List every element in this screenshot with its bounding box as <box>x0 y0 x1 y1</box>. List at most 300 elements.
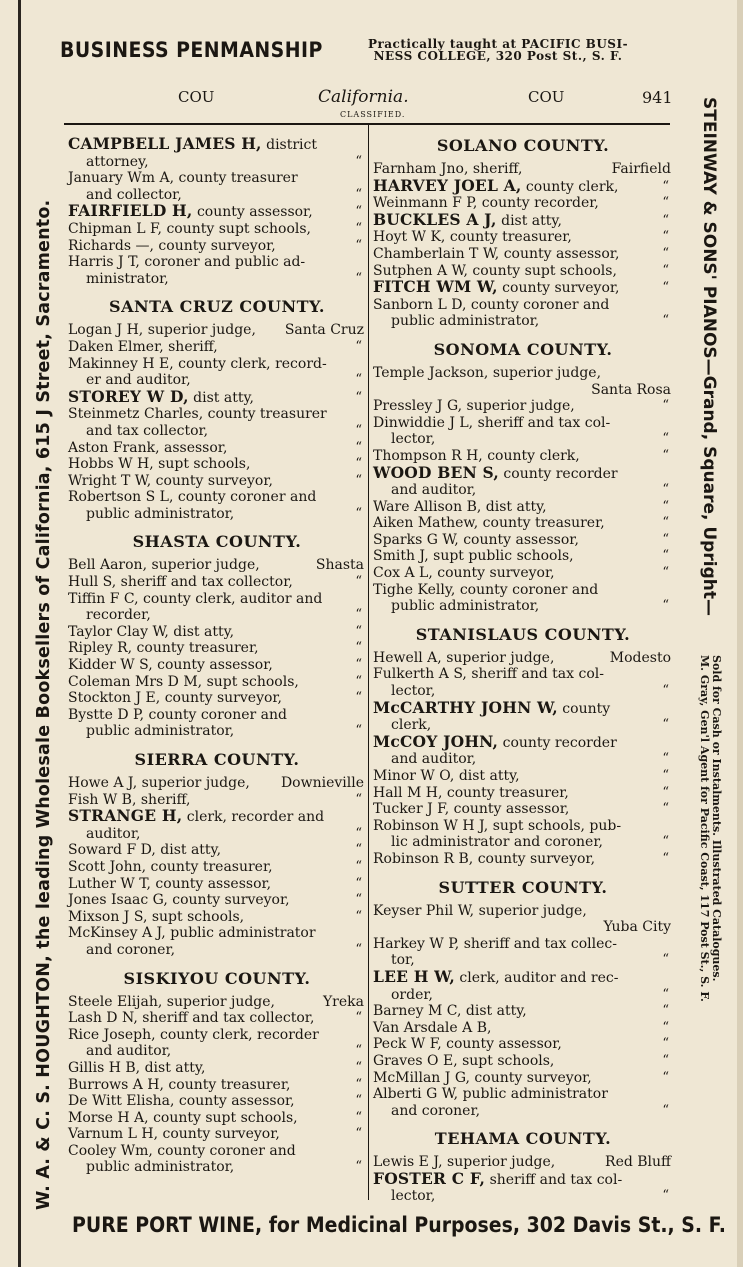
entry-continuation: and auditor, <box>391 482 477 499</box>
entry-office: coroner and public ad- <box>144 254 306 271</box>
entry-name: Sparks G W, <box>373 531 459 548</box>
ditto-mark: “ <box>662 1069 669 1085</box>
entry-name: STOREY W D, <box>68 386 189 406</box>
entry-office: county clerk, record- <box>178 355 327 372</box>
entry-office: county clerk, auditor and <box>143 590 323 607</box>
directory-entry <box>373 1036 673 1053</box>
directory-entry <box>68 386 366 407</box>
entry-continuation: and coroner, <box>86 941 176 958</box>
right-margin-ad-text: Sold for Cash or Instalments. Illustrated Catalogues. M. Gray, Gen'l Agent for Pacific Coast, 117 Post St., S. F. <box>698 655 723 1002</box>
county-heading: SONOMA COUNTY. <box>433 339 613 359</box>
entry-name: Steele Elijah, <box>68 993 163 1010</box>
entry-office: county treasurer <box>207 406 327 423</box>
entry-office: county surveyor, <box>172 892 290 909</box>
entry-name: Robinson W H J, <box>373 817 489 834</box>
entry-office: county assessor, <box>463 531 579 548</box>
directory-entry <box>373 801 673 818</box>
ditto-mark: “ <box>662 548 669 564</box>
ditto-mark: “ <box>355 270 362 286</box>
directory-entry <box>373 398 673 415</box>
entry-continuation: er and auditor, <box>86 372 191 389</box>
county-section-sierra <box>68 750 366 959</box>
running-head <box>60 88 673 108</box>
entry-name: Tucker J F, <box>373 801 450 818</box>
entry-office: superior judge, <box>147 322 256 339</box>
entry-continuation: public administrator, <box>86 505 235 522</box>
entry-name: Hobbs W H, <box>68 456 154 473</box>
entry-name: Luther W T, <box>68 875 151 892</box>
directory-entry <box>373 515 673 532</box>
entry-continuation: lector, <box>391 1188 436 1205</box>
entry-name: Sanborn L D, <box>373 296 467 313</box>
ditto-mark: “ <box>662 834 669 850</box>
directory-entry <box>68 1126 366 1143</box>
entry-name: Graves O E, <box>373 1052 458 1069</box>
entry-office: county recorder, <box>481 195 599 212</box>
entry-office: supt schools, <box>151 908 245 925</box>
entry-office: supt schools, <box>206 673 299 690</box>
page-number: 941 <box>642 88 673 107</box>
entry-office: county surveyor, <box>477 850 596 867</box>
ditto-mark: “ <box>355 875 362 891</box>
ditto-mark: “ <box>355 1159 362 1175</box>
entry-office: county coroner and <box>459 581 599 598</box>
entry-office: sheriff and tax collec- <box>463 935 617 952</box>
entry-office: county treasurer, <box>446 784 569 801</box>
entry-office: county treasurer, <box>449 229 572 246</box>
ditto-mark: “ <box>355 791 362 807</box>
directory-entry <box>68 203 366 221</box>
directory-entry <box>68 842 366 859</box>
entry-name: Peck W F, <box>373 1036 442 1053</box>
ditto-mark: “ <box>355 1126 362 1142</box>
directory-entry <box>68 322 366 339</box>
directory-entry <box>68 1027 366 1060</box>
header-rule <box>64 123 670 125</box>
entry-office: county treasurer, <box>168 1076 291 1093</box>
column-divider <box>368 125 369 1200</box>
entry-office: superior judge, <box>492 364 602 381</box>
county-heading: SANTA CRUZ COUNTY. <box>109 297 325 317</box>
entry-office: dist atty, <box>144 1059 206 1076</box>
entry-continuation: recorder, <box>86 607 151 624</box>
entry-office: county treasurer, <box>136 640 259 657</box>
directory-entry <box>68 859 366 876</box>
directory-entry <box>68 238 366 255</box>
entry-office: county treasurer <box>178 170 298 187</box>
county-section-sonoma <box>373 340 673 615</box>
ditto-mark: “ <box>355 623 362 639</box>
entry-continuation: public administrator, <box>86 723 235 740</box>
ditto-mark: “ <box>662 598 669 614</box>
entry-office: county assessor, <box>446 1036 562 1053</box>
entry-continuation: public administrator, <box>86 1159 235 1176</box>
entry-name: FAIRFIELD H, <box>68 201 193 221</box>
ditto-mark: “ <box>355 941 362 957</box>
entry-office: assessor, <box>163 439 228 456</box>
ditto-mark: “ <box>662 229 669 245</box>
entry-office: dist atty, <box>485 498 547 515</box>
directory-entry <box>373 785 673 802</box>
entry-name: Robinson R B, <box>373 850 474 867</box>
directory-entry <box>68 254 366 287</box>
ditto-mark: “ <box>662 515 669 531</box>
county-heading: TEHAMA COUNTY. <box>434 1129 612 1149</box>
running-head-right: COU <box>528 88 565 106</box>
entry-office: sheriff and tax col- <box>489 1171 623 1188</box>
entry-office: county assessor, <box>178 1093 295 1110</box>
directory-entry <box>68 1143 366 1176</box>
ditto-mark: “ <box>662 212 669 228</box>
entry-name: Jones Isaac G, <box>68 892 168 909</box>
entry-office: county surveyor, <box>164 690 283 707</box>
directory-entry <box>373 209 673 230</box>
directory-entry <box>68 591 366 624</box>
directory-entry <box>373 903 673 936</box>
directory-entry <box>68 221 366 238</box>
directory-entry <box>373 666 673 699</box>
ditto-mark: “ <box>662 683 669 699</box>
ditto-mark: “ <box>662 717 669 733</box>
entry-name: Lewis E J, <box>373 1154 443 1171</box>
directory-entry <box>373 936 673 969</box>
ditto-mark: “ <box>355 422 362 438</box>
entry-name: Tighe Kelly, <box>373 581 456 598</box>
entry-name: Logan J H, <box>68 322 144 339</box>
ditto-mark: “ <box>355 389 362 405</box>
ditto-mark: “ <box>662 1036 669 1052</box>
ditto-mark: “ <box>355 439 362 455</box>
entry-office: clerk, auditor and rec- <box>459 969 619 986</box>
county-heading: STANISLAUS COUNTY. <box>415 624 631 644</box>
directory-entry <box>68 456 366 473</box>
entry-office: dist atty, <box>193 389 254 406</box>
entry-name: Burrows A H, <box>68 1076 164 1093</box>
entry-name: Varnum L H, <box>68 1126 159 1143</box>
county-section-siskiyou <box>68 969 366 1177</box>
directory-entry <box>68 690 366 707</box>
entry-name: McKinsey A J, <box>68 925 166 942</box>
entry-name: Hoyt W K, <box>373 229 446 246</box>
entry-name: Morse H A, <box>68 1109 149 1126</box>
entry-office: county assessor, <box>453 801 570 818</box>
county-section <box>68 136 366 287</box>
entry-name: Aston Frank, <box>68 439 160 456</box>
entry-name: Howe A J, <box>68 775 138 791</box>
entry-office: county assessor, <box>157 657 273 674</box>
ditto-mark: “ <box>355 338 362 354</box>
ditto-mark: “ <box>662 398 669 414</box>
entry-name: McMillan J G, <box>373 1069 470 1086</box>
ditto-mark: “ <box>662 768 669 783</box>
entry-name: Harris J T, <box>68 254 140 271</box>
entry-continuation: and auditor, <box>391 751 477 768</box>
county-section-sutter <box>373 878 673 1120</box>
directory-entry <box>68 876 366 893</box>
ditto-mark: “ <box>662 178 669 194</box>
entry-office: county recorder <box>503 465 618 482</box>
ditto-mark: “ <box>355 372 362 388</box>
entry-office: sheriff and tax collector, <box>142 1010 315 1027</box>
directory-entry <box>373 297 673 330</box>
directory-entry <box>68 1110 366 1127</box>
entry-continuation: ministrator, <box>86 270 169 287</box>
left-column <box>68 126 366 1176</box>
entry-office: sheriff, <box>168 338 218 355</box>
entry-name: Lash D N, <box>68 1010 138 1027</box>
ditto-mark: “ <box>355 723 362 739</box>
directory-entry <box>373 851 673 868</box>
directory-entry <box>373 175 673 196</box>
entry-office: supt schools, <box>158 456 251 473</box>
ditto-mark: “ <box>662 245 669 261</box>
directory-entry <box>68 473 366 490</box>
ditto-mark: “ <box>662 1052 669 1068</box>
entry-name: STRANGE H, <box>68 806 183 826</box>
entry-place: Santa Cruz <box>284 322 364 339</box>
directory-entry <box>68 994 366 1011</box>
directory-entry <box>68 406 366 439</box>
entry-name: Cooley Wm, <box>68 1142 153 1159</box>
ditto-mark: “ <box>355 858 362 874</box>
entry-place: Downieville <box>280 775 364 791</box>
directory-entry <box>68 674 366 691</box>
entry-office: public administrator <box>170 925 316 942</box>
directory-entry <box>68 1077 366 1094</box>
entry-name: Chipman L F, <box>68 220 162 237</box>
directory-entry <box>373 1053 673 1070</box>
ditto-mark: “ <box>355 1076 362 1092</box>
entry-office: county surveyor, <box>155 472 273 489</box>
entry-name: Mixson J S, <box>68 908 148 925</box>
entry-continuation: and coroner, <box>391 1102 481 1119</box>
county-heading: SISKIYOU COUNTY. <box>123 968 311 988</box>
entry-place: Fairfield <box>611 161 671 177</box>
running-head-title: California. <box>318 87 409 107</box>
ditto-mark: “ <box>355 1043 362 1059</box>
directory-entry <box>68 657 366 674</box>
directory-entry <box>68 892 366 909</box>
directory-entry <box>68 574 366 591</box>
entry-office: dist atty, <box>160 842 222 859</box>
county-section-santa-cruz <box>68 297 366 522</box>
directory-entry <box>68 775 366 792</box>
ditto-mark: “ <box>662 498 669 514</box>
entry-office: sheriff, <box>472 161 523 177</box>
ditto-mark: “ <box>355 1093 362 1109</box>
entry-name: Aiken Mathew, <box>373 515 479 532</box>
entry-name: Steinmetz Charles, <box>68 406 204 423</box>
entry-name: LEE H W, <box>373 966 455 986</box>
ditto-mark: “ <box>355 1010 362 1026</box>
ditto-mark: “ <box>355 908 362 924</box>
top-ad-title: BUSINESS PENMANSHIP <box>60 38 323 62</box>
entry-office: superior judge, <box>141 775 250 791</box>
ditto-mark: “ <box>355 842 362 858</box>
page-edge <box>18 0 21 1267</box>
directory-entry <box>68 557 366 574</box>
county-heading: SUTTER COUNTY. <box>438 877 608 897</box>
ditto-mark: “ <box>662 280 669 296</box>
entry-office: public administrator <box>462 1086 608 1103</box>
entry-name: McCOY JOHN, <box>373 731 499 751</box>
entry-continuation: public administrator, <box>391 598 540 615</box>
entry-name: Fulkerth A S, <box>373 666 467 683</box>
entry-office: clerk, recorder and <box>186 809 325 826</box>
ditto-mark: “ <box>355 607 362 623</box>
entry-name: Scott John, <box>68 858 147 875</box>
entry-name: McCARTHY JOHN W, <box>373 697 558 717</box>
directory-entry <box>373 365 673 398</box>
entry-place: Yreka <box>322 993 364 1010</box>
entry-office: county supt schools, <box>153 1109 298 1126</box>
entry-office: superior judge, <box>446 649 555 666</box>
entry-office: county clerk, <box>487 447 580 464</box>
entry-name: Kidder W S, <box>68 657 153 674</box>
entry-continuation: lector, <box>391 683 436 700</box>
entry-office: county surveyor, <box>162 1126 280 1143</box>
entry-office: dist atty, <box>458 768 520 784</box>
entry-name: Van Arsdale A B, <box>373 1019 492 1036</box>
entry-name: Hull S, <box>68 574 117 591</box>
ditto-mark: “ <box>355 456 362 472</box>
entry-office: district <box>266 137 317 153</box>
left-margin-ad-text: W. A. & C. S. HOUGHTON, the leading Wholesale Booksellers of California, 615 J Street, Sacramento. <box>34 199 54 1210</box>
entry-office: county treasurer, <box>150 858 273 875</box>
entry-office: supt public schools, <box>433 548 574 565</box>
entry-office: sheriff, <box>140 791 191 808</box>
entry-name: Sutphen A W, <box>373 262 468 279</box>
ditto-mark: “ <box>355 690 362 706</box>
county-heading: SOLANO COUNTY. <box>436 136 610 155</box>
entry-office: supt schools, pub- <box>492 817 622 834</box>
directory-entry <box>68 136 366 170</box>
entry-name: Weinmann F P, <box>373 195 478 212</box>
entry-office: county supt schools, <box>472 262 617 279</box>
entry-name: Hewell A, <box>373 649 442 666</box>
top-advertisement <box>60 36 670 70</box>
directory-entry <box>373 966 673 1003</box>
entry-continuation: tor, <box>391 952 415 969</box>
right-margin-advertisement <box>676 97 723 1197</box>
directory-entry <box>68 707 366 740</box>
entry-office: county treasurer, <box>482 515 605 532</box>
entry-office: county surveyor, <box>158 237 276 254</box>
ditto-mark: “ <box>662 447 669 463</box>
directory-entry <box>68 170 366 203</box>
county-section-shasta <box>68 532 366 740</box>
ditto-mark: “ <box>662 1188 669 1204</box>
directory-entry <box>68 624 366 641</box>
entry-name: Cox A L, <box>373 565 433 582</box>
ditto-mark: “ <box>662 952 669 968</box>
ditto-mark: “ <box>355 574 362 590</box>
entry-office: sheriff and tax collector, <box>120 574 293 591</box>
directory-entry <box>373 415 673 448</box>
entry-place: Red Bluff <box>605 1154 671 1171</box>
ditto-mark: “ <box>662 431 669 447</box>
entry-office: superior judge, <box>478 902 587 919</box>
directory-entry <box>373 548 673 565</box>
ditto-mark: “ <box>355 640 362 656</box>
entry-continuation: and collector, <box>86 186 182 203</box>
directory-entry <box>373 731 673 768</box>
entry-office: sheriff and tax col- <box>477 414 611 431</box>
directory-entry <box>68 440 366 457</box>
directory-entry <box>373 279 673 297</box>
entry-name: Bystte D P, <box>68 706 145 723</box>
entry-name: Soward F D, <box>68 842 156 859</box>
entry-office: county coroner and <box>148 706 287 723</box>
entry-office: sheriff and tax col- <box>471 666 604 683</box>
directory-entry <box>373 582 673 615</box>
directory-entry <box>373 499 673 516</box>
directory-entry <box>68 925 366 958</box>
entry-name: Thompson R H, <box>373 447 483 464</box>
ditto-mark: “ <box>662 482 669 498</box>
county-section-stanislaus <box>373 625 673 868</box>
directory-entry <box>68 339 366 356</box>
entry-place: Modesto <box>609 649 671 666</box>
ditto-mark: “ <box>662 850 669 866</box>
directory-entry <box>373 246 673 263</box>
ditto-mark: “ <box>355 505 362 521</box>
ditto-mark: “ <box>355 673 362 689</box>
entry-office: county coroner and <box>177 489 317 506</box>
entry-name: Minor W O, <box>373 768 455 784</box>
entry-place: Shasta <box>315 557 364 574</box>
entry-office: county assessor, <box>503 245 620 262</box>
entry-name: Stockton J E, <box>68 690 161 707</box>
ditto-mark: “ <box>355 204 362 220</box>
directory-entry <box>68 1060 366 1077</box>
entry-name: HARVEY JOEL A, <box>373 175 522 195</box>
directory-entry <box>373 229 673 246</box>
directory-entry <box>373 1070 673 1087</box>
entry-office: superior judge, <box>466 398 575 415</box>
directory-entry <box>68 356 366 389</box>
directory-entry <box>68 1010 366 1027</box>
entry-office: county recorder <box>502 734 617 751</box>
entry-name: Chamberlain T W, <box>373 245 500 262</box>
entry-name: Ripley R, <box>68 640 133 657</box>
entry-office: county surveyor, <box>437 565 555 582</box>
ditto-mark: “ <box>355 1059 362 1075</box>
entry-name: Richards —, <box>68 237 154 254</box>
bottom-advertisement <box>72 1213 726 1243</box>
directory-entry <box>373 1003 673 1020</box>
entry-continuation: lic administrator and coroner, <box>391 834 603 851</box>
entry-name: Makinney H E, <box>68 355 174 372</box>
entry-name: Alberti G W, <box>373 1086 459 1103</box>
ditto-mark: “ <box>355 220 362 236</box>
entry-name: Harkey W P, <box>373 935 460 952</box>
ditto-mark: “ <box>662 784 669 800</box>
right-margin-ad-title: STEINWAY & SONS' PIANOS—Grand, Square, Upright— <box>699 97 719 616</box>
entry-name: January Wm A, <box>68 170 175 187</box>
entry-office: superior judge, <box>166 993 276 1010</box>
running-head-left: COU <box>178 88 215 106</box>
ditto-mark: “ <box>355 1109 362 1125</box>
directory-entry <box>68 808 366 842</box>
directory-entry <box>68 640 366 657</box>
entry-name: Gillis H B, <box>68 1059 141 1076</box>
directory-entry <box>373 532 673 549</box>
entry-name: Smith J, <box>373 548 429 565</box>
entry-continuation: lector, <box>391 431 436 448</box>
entry-office: county coroner and <box>470 296 610 313</box>
entry-office: superior judge, <box>447 1154 556 1171</box>
